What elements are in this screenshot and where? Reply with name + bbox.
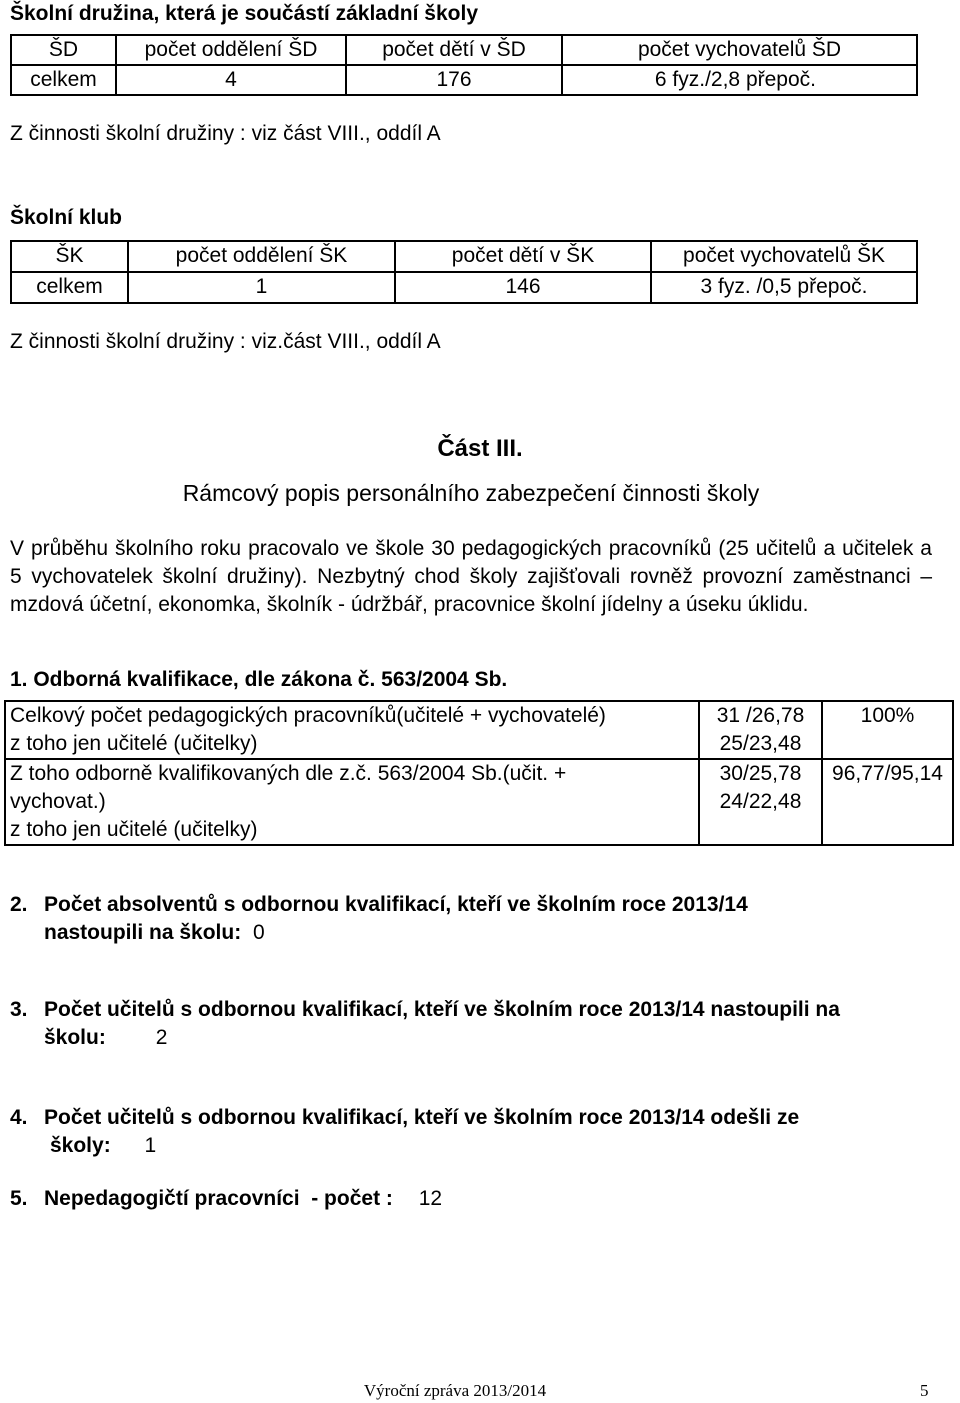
s4-line2: školy: (50, 1134, 111, 1157)
sk-header-cell: počet vychovatelů ŠK (651, 241, 917, 272)
s2-value: 0 (253, 921, 265, 944)
footer-text: Výroční zpráva 2013/2014 (363, 1381, 547, 1400)
s2-line1: Počet absolventů s odbornou kvalifikací, kteří ve školním roce 2013/14 (44, 893, 748, 916)
qual-r2-val2: 24/22,48 (719, 790, 802, 813)
sk-title: Školní klub (10, 206, 123, 229)
sk-row-cell: 3 fyz. /0,5 přepoč. (651, 272, 917, 303)
qual-r2-line3: z toho jen učitelé (učitelky) (10, 818, 258, 841)
sd-row-cell: celkem (11, 65, 116, 95)
footer-page-number: 5 (920, 1381, 929, 1400)
table-row (11, 241, 917, 272)
part-heading: Část III. (437, 435, 523, 462)
s1-heading: 1. Odborná kvalifikace, dle zákona č. 563/2004 Sb. (10, 668, 508, 691)
sk-header-cell: ŠK (11, 241, 128, 272)
qualification-label-cell (5, 701, 699, 759)
sd-header-cell: ŠD (11, 35, 116, 65)
s5-num: 5. (10, 1187, 28, 1210)
qualification-value-cell (699, 759, 822, 845)
s4-num: 4. (10, 1106, 28, 1129)
sk-header-cell: počet dětí v ŠK (395, 241, 651, 272)
sk-row-cell: 146 (395, 272, 651, 303)
sd-note: Z činnosti školní družiny : viz část VIII., oddíl A (10, 122, 441, 145)
sd-row-cell: 176 (346, 65, 562, 95)
qual-r2-val1: 30/25,78 (719, 762, 802, 785)
qualification-label-cell (5, 759, 699, 845)
sk-note: Z činnosti školní družiny : viz.část VIII., oddíl A (10, 330, 441, 353)
qual-r2-pct: 96,77/95,14 (822, 759, 953, 845)
table-row (5, 759, 953, 845)
qualification-value-cell (699, 701, 822, 759)
qual-r1-line2: z toho jen učitelé (učitelky) (10, 732, 258, 755)
qual-r2-line1: Z toho odborně kvalifikovaných dle z.č. 563/2004 Sb.(učit. + (10, 762, 567, 785)
table-row (11, 65, 917, 95)
sd-table (10, 34, 918, 96)
sd-header-cell: počet oddělení ŠD (116, 35, 346, 65)
sd-row-cell: 6 fyz./2,8 přepoč. (562, 65, 917, 95)
s2-num: 2. (10, 893, 28, 916)
qual-r1-val2: 25/23,48 (719, 732, 802, 755)
s3-value: 2 (155, 1026, 168, 1049)
sk-header-cell: počet oddělení ŠK (128, 241, 395, 272)
s5-value: 12 (418, 1187, 443, 1210)
s3-line1: Počet učitelů s odbornou kvalifikací, kteří ve školním roce 2013/14 nastoupili na (44, 998, 840, 1021)
sd-header-cell: počet dětí v ŠD (346, 35, 562, 65)
s3-num: 3. (10, 998, 28, 1021)
qual-r1-pct: 100% (822, 701, 953, 759)
part-subheading: Rámcový popis personálního zabezpečení činnosti školy (182, 480, 760, 506)
qual-r2-line2: vychovat.) (10, 790, 106, 813)
table-row (5, 701, 953, 759)
sk-table (10, 240, 918, 304)
qual-r1-val1: 31 /26,78 (716, 704, 805, 727)
sd-header-cell: počet vychovatelů ŠD (562, 35, 917, 65)
s2-line2: nastoupili na školu: (44, 921, 242, 944)
qualification-table (4, 700, 954, 846)
sd-row-cell: 4 (116, 65, 346, 95)
s3-line2: školu: (44, 1026, 106, 1049)
s4-value: 1 (144, 1134, 157, 1157)
table-row (11, 272, 917, 303)
qual-r1-line1: Celkový počet pedagogických pracovníků(učitelé + vychovatelé) (10, 704, 606, 727)
part-paragraph: V průběhu školního roku pracovalo ve škole 30 pedagogických pracovníků (25 učitelů a učitelek a 5 vychovatelek školní družiny). Nezbytný chod školy zajišťovali rovněž provozní zaměstnanci – mzdová účetní, ekonomka, školník - údržbář, pracovnice školní jídelny a úseku úklidu. (10, 537, 932, 616)
sd-title: Školní družina, která je součástí základní školy (10, 2, 478, 25)
s5-label: Nepedagogičtí pracovníci - počet : (44, 1187, 393, 1210)
s4-line1: Počet učitelů s odbornou kvalifikací, kteří ve školním roce 2013/14 odešli ze (44, 1106, 800, 1129)
sk-row-cell: 1 (128, 272, 395, 303)
sk-row-cell: celkem (11, 272, 128, 303)
table-row (11, 35, 917, 65)
